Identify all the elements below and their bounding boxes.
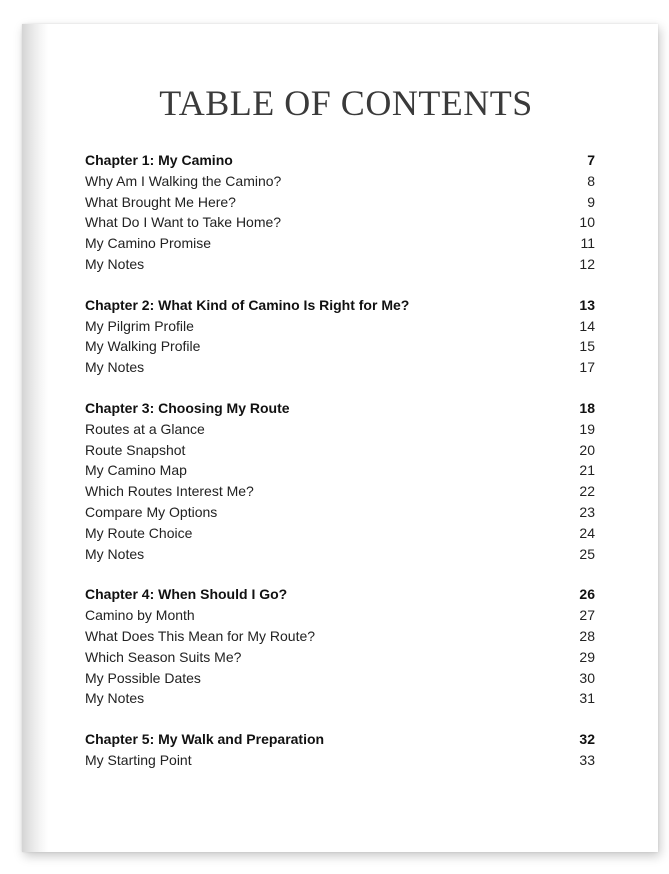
toc-entry-page-number: 21: [579, 462, 595, 479]
chapter-page-number: 26: [579, 586, 595, 603]
chapter-title: Chapter 2: What Kind of Camino Is Right for Me?: [85, 296, 410, 313]
book-spine-shadow: [22, 24, 48, 852]
toc-entry-label: What Brought Me Here?: [85, 193, 236, 210]
toc-entry-row: [85, 502, 595, 523]
toc-entry-label: Why Am I Walking the Camino?: [85, 172, 282, 189]
toc-entry-row: [85, 233, 595, 254]
toc-entry-label: Compare My Options: [85, 503, 218, 520]
toc-entry-row: [85, 481, 595, 502]
toc-entry-page-number: 23: [579, 503, 595, 520]
toc-entry-label: What Does This Mean for My Route?: [85, 627, 316, 644]
toc-entry-page-number: 11: [580, 235, 595, 252]
page-title: TABLE OF CONTENTS: [159, 83, 533, 123]
toc-entry-label: Which Routes Interest Me?: [85, 483, 254, 500]
toc-entry-row: [85, 647, 595, 668]
toc-entry-label: My Walking Profile: [85, 338, 201, 355]
toc-entry-row: [85, 336, 595, 357]
toc-entry-label: My Camino Promise: [85, 235, 212, 252]
toc-entry-page-number: 30: [579, 669, 595, 686]
toc-entry-label: Camino by Month: [85, 607, 195, 624]
toc-entry-label: My Notes: [85, 690, 145, 707]
chapter-section: [85, 150, 595, 275]
toc-entry-label: Which Season Suits Me?: [85, 648, 242, 665]
toc-entry-label: My Route Choice: [85, 524, 193, 541]
toc-entry-page-number: 31: [579, 690, 595, 707]
toc-entry-label: Routes at a Glance: [85, 420, 205, 437]
toc-entry-page-number: 19: [579, 420, 595, 437]
chapter-section: [85, 729, 595, 771]
toc-entry-page-number: 20: [579, 441, 595, 458]
toc-entry-label: My Pilgrim Profile: [85, 317, 194, 334]
toc-entry-page-number: 25: [579, 545, 595, 562]
toc-entry-page-number: 9: [587, 193, 595, 210]
toc-entry-row: [85, 460, 595, 481]
chapter-page-number: 18: [579, 399, 595, 416]
chapter-page-number: 7: [587, 152, 595, 168]
toc-entry-page-number: 29: [579, 648, 595, 665]
toc-entry-page-number: 12: [579, 255, 595, 272]
toc-entry-row: [85, 212, 595, 233]
toc-entry-label: Route Snapshot: [85, 441, 186, 458]
toc-entry-row: [85, 192, 595, 213]
toc-entry-page-number: 27: [579, 607, 595, 624]
chapter-title: Chapter 5: My Walk and Preparation: [85, 731, 325, 748]
toc-entry-row: [85, 440, 595, 461]
chapter-heading-row: [85, 584, 595, 605]
chapter-section: [85, 295, 595, 378]
toc-entry-label: My Possible Dates: [85, 669, 201, 686]
toc-entry-page-number: 10: [579, 214, 595, 231]
toc-entry-row: [85, 605, 595, 626]
toc-entry-page-number: 28: [579, 627, 595, 644]
toc-entry-label: My Starting Point: [85, 751, 192, 768]
table-of-contents: [85, 150, 595, 791]
chapter-heading-row: [85, 295, 595, 316]
chapter-heading-row: [85, 150, 595, 171]
toc-entry-label: My Notes: [85, 359, 145, 376]
toc-entry-row: [85, 171, 595, 192]
toc-entry-row: [85, 626, 595, 647]
toc-entry-page-number: 15: [579, 338, 595, 355]
toc-entry-page-number: 24: [579, 524, 595, 541]
toc-entry-row: [85, 668, 595, 689]
toc-entry-row: [85, 316, 595, 337]
toc-entry-row: [85, 544, 595, 565]
toc-entry-page-number: 33: [579, 751, 595, 768]
chapter-heading-row: [85, 729, 595, 750]
toc-entry-row: [85, 750, 595, 771]
toc-entry-row: [85, 357, 595, 378]
toc-entry-label: My Camino Map: [85, 462, 187, 479]
toc-entry-page-number: 8: [587, 172, 595, 189]
toc-entry-label: My Notes: [85, 255, 145, 272]
toc-entry-label: My Notes: [85, 545, 145, 562]
toc-entry-page-number: 22: [579, 483, 595, 500]
chapter-title: Chapter 1: My Camino: [85, 152, 233, 168]
toc-entry-row: [85, 523, 595, 544]
document-page: [22, 24, 658, 852]
toc-entry-page-number: 14: [579, 317, 595, 334]
toc-entry-row: [85, 254, 595, 275]
chapter-page-number: 32: [579, 731, 595, 748]
toc-entry-row: [85, 419, 595, 440]
chapter-page-number: 13: [579, 296, 595, 313]
toc-entry-page-number: 17: [579, 359, 595, 376]
toc-entry-label: What Do I Want to Take Home?: [85, 214, 282, 231]
chapter-heading-row: [85, 398, 595, 419]
toc-entry-row: [85, 688, 595, 709]
chapter-section: [85, 398, 595, 564]
chapter-title: Chapter 4: When Should I Go?: [85, 586, 288, 603]
chapter-title: Chapter 3: Choosing My Route: [85, 399, 290, 416]
chapter-section: [85, 584, 595, 709]
